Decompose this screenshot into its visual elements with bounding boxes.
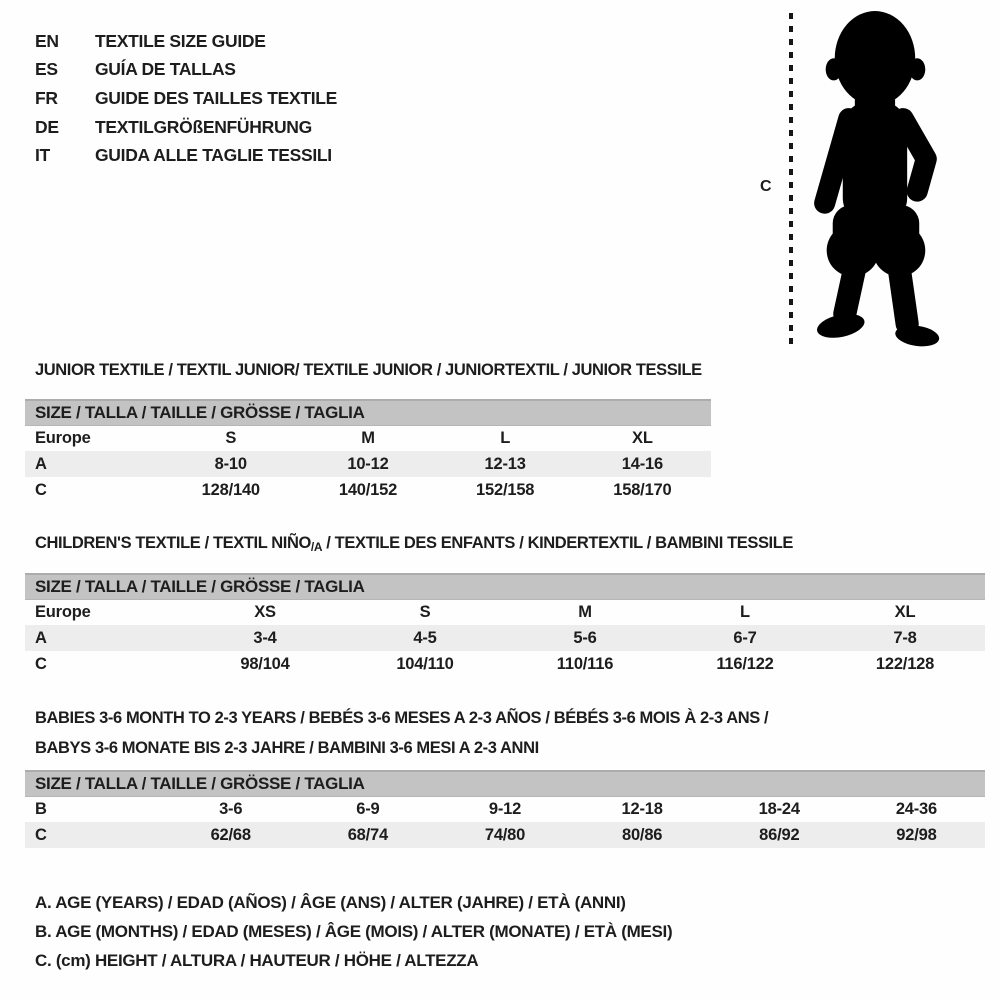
size-value-cell: XS xyxy=(254,602,276,621)
size-value-cell: 116/122 xyxy=(716,654,774,673)
height-dotted-line xyxy=(789,13,793,344)
row-label-cell: B xyxy=(35,799,47,818)
size-value-cell: 4-5 xyxy=(413,628,437,647)
size-value-cell: 158/170 xyxy=(613,480,672,499)
size-header-cell: SIZE / TALLA / TAILLE / GRÖSSE / TAGLIA xyxy=(25,400,711,425)
size-value-cell: 110/116 xyxy=(556,654,614,673)
size-value-cell: 5-6 xyxy=(573,628,597,647)
legend-line-b: B. AGE (MONTHS) / EDAD (MESES) / ÂGE (MOIS) / ALTER (MONATE) / ETÀ (MESI) xyxy=(35,921,673,941)
size-value-cell: 6-9 xyxy=(356,799,380,818)
legend-line-c: C. (cm) HEIGHT / ALTURA / HAUTEUR / HÖHE / ALTEZZA xyxy=(35,950,479,970)
language-code: ES xyxy=(35,59,58,80)
size-value-cell: 3-4 xyxy=(253,628,277,647)
children-title-suffix: / TEXTILE DES ENFANTS / KINDERTEXTIL / BAMBINI TESSILE xyxy=(322,534,794,552)
size-value-cell: S xyxy=(419,602,431,621)
language-code: EN xyxy=(35,30,59,51)
language-row-it xyxy=(35,141,337,170)
language-code: FR xyxy=(35,87,58,108)
language-label: TEXTILE SIZE GUIDE xyxy=(95,30,266,51)
size-header-cell: SIZE / TALLA / TAILLE / GRÖSSE / TAGLIA xyxy=(25,771,985,796)
size-value-cell: 12-13 xyxy=(484,454,526,473)
size-value-cell: 14-16 xyxy=(621,454,663,473)
size-value-cell: L xyxy=(740,602,750,621)
size-value-cell: M xyxy=(361,428,375,447)
size-value-cell: 92/98 xyxy=(896,825,937,844)
babies-title-line2: BABYS 3-6 MONATE BIS 2-3 JAHRE / BAMBINI 3-6 MESI A 2-3 ANNI xyxy=(35,739,539,757)
language-code: DE xyxy=(35,116,59,137)
size-value-cell: 18-24 xyxy=(758,799,800,818)
size-value-cell: 122/128 xyxy=(875,654,935,673)
children-section-title xyxy=(35,534,793,553)
row-label-cell: C xyxy=(35,825,47,844)
row-label-cell: Europe xyxy=(35,428,91,447)
junior-size-table xyxy=(25,399,711,503)
language-guide-list xyxy=(35,27,337,170)
table-row-height xyxy=(25,822,985,848)
size-value-cell: 74/80 xyxy=(484,825,526,844)
table-row-europe xyxy=(25,425,711,451)
size-value-cell: 128/140 xyxy=(201,480,260,499)
table-row-age-months xyxy=(25,796,985,822)
size-value-cell: 140/152 xyxy=(338,480,398,499)
language-label: TEXTILGRÖßENFÜHRUNG xyxy=(95,116,312,137)
size-value-cell: S xyxy=(225,428,237,447)
size-value-cell: XL xyxy=(632,428,653,447)
size-value-cell: 10-12 xyxy=(347,454,389,473)
size-value-cell: 12-18 xyxy=(621,799,663,818)
size-value-cell: 24-36 xyxy=(895,799,938,818)
language-row-es xyxy=(35,56,337,85)
junior-section-title: JUNIOR TEXTILE / TEXTIL JUNIOR/ TEXTILE JUNIOR / JUNIORTEXTIL / JUNIOR TESSILE xyxy=(35,361,702,379)
baby-silhouette-image xyxy=(804,6,956,348)
babies-title-line1: BABIES 3-6 MONTH TO 2-3 YEARS / BEBÉS 3-6 MESES A 2-3 AÑOS / BÉBÉS 3-6 MOIS À 2-3 ANS / xyxy=(35,709,769,727)
table-row-age xyxy=(25,451,711,477)
language-row-de xyxy=(35,113,337,142)
row-label-cell: Europe xyxy=(35,602,91,621)
language-label: GUIDA ALLE TAGLIE TESSILI xyxy=(95,145,332,166)
language-label: GUÍA DE TALLAS xyxy=(95,59,236,80)
language-row-en xyxy=(35,27,337,56)
height-marker-label: C xyxy=(760,178,772,195)
language-label: GUIDE DES TAILLES TEXTILE xyxy=(95,87,338,108)
size-value-cell: M xyxy=(578,602,592,621)
measurement-legend xyxy=(35,889,672,975)
size-value-cell: 6-7 xyxy=(733,628,757,647)
row-label-cell: A xyxy=(35,454,47,473)
row-label-cell: A xyxy=(35,628,47,647)
size-header-cell: SIZE / TALLA / TAILLE / GRÖSSE / TAGLIA xyxy=(25,574,985,599)
language-row-fr xyxy=(35,84,337,113)
children-title-prefix: CHILDREN'S TEXTILE / TEXTIL NIÑO xyxy=(35,534,311,552)
size-value-cell: 152/158 xyxy=(476,480,535,499)
children-title-subscript: /A xyxy=(310,540,323,554)
babies-section-title xyxy=(35,703,768,763)
size-value-cell: XL xyxy=(894,602,916,621)
size-value-cell: 3-6 xyxy=(219,799,243,818)
size-value-cell: L xyxy=(500,428,511,447)
size-value-cell: 104/110 xyxy=(396,654,454,673)
legend-line-a: A. AGE (YEARS) / EDAD (AÑOS) / ÂGE (ANS) / ALTER (JAHRE) / ETÀ (ANNI) xyxy=(35,893,626,912)
size-value-cell: 98/104 xyxy=(240,654,290,673)
size-value-cell: 8-10 xyxy=(214,454,247,473)
size-value-cell: 86/92 xyxy=(759,825,800,844)
size-value-cell: 80/86 xyxy=(621,825,663,844)
language-code: IT xyxy=(35,145,50,166)
row-label-cell: C xyxy=(35,480,47,499)
children-size-table xyxy=(25,573,985,677)
row-label-cell: C xyxy=(35,654,47,673)
size-value-cell: 68/74 xyxy=(347,825,388,844)
table-row-height xyxy=(25,651,985,677)
babies-size-table xyxy=(25,770,985,848)
size-value-cell: 62/68 xyxy=(210,825,251,844)
size-value-cell: 9-12 xyxy=(488,799,522,818)
table-row-age xyxy=(25,625,985,651)
size-value-cell: 7-8 xyxy=(893,628,917,647)
table-row-height xyxy=(25,477,711,503)
table-row-europe xyxy=(25,599,985,625)
